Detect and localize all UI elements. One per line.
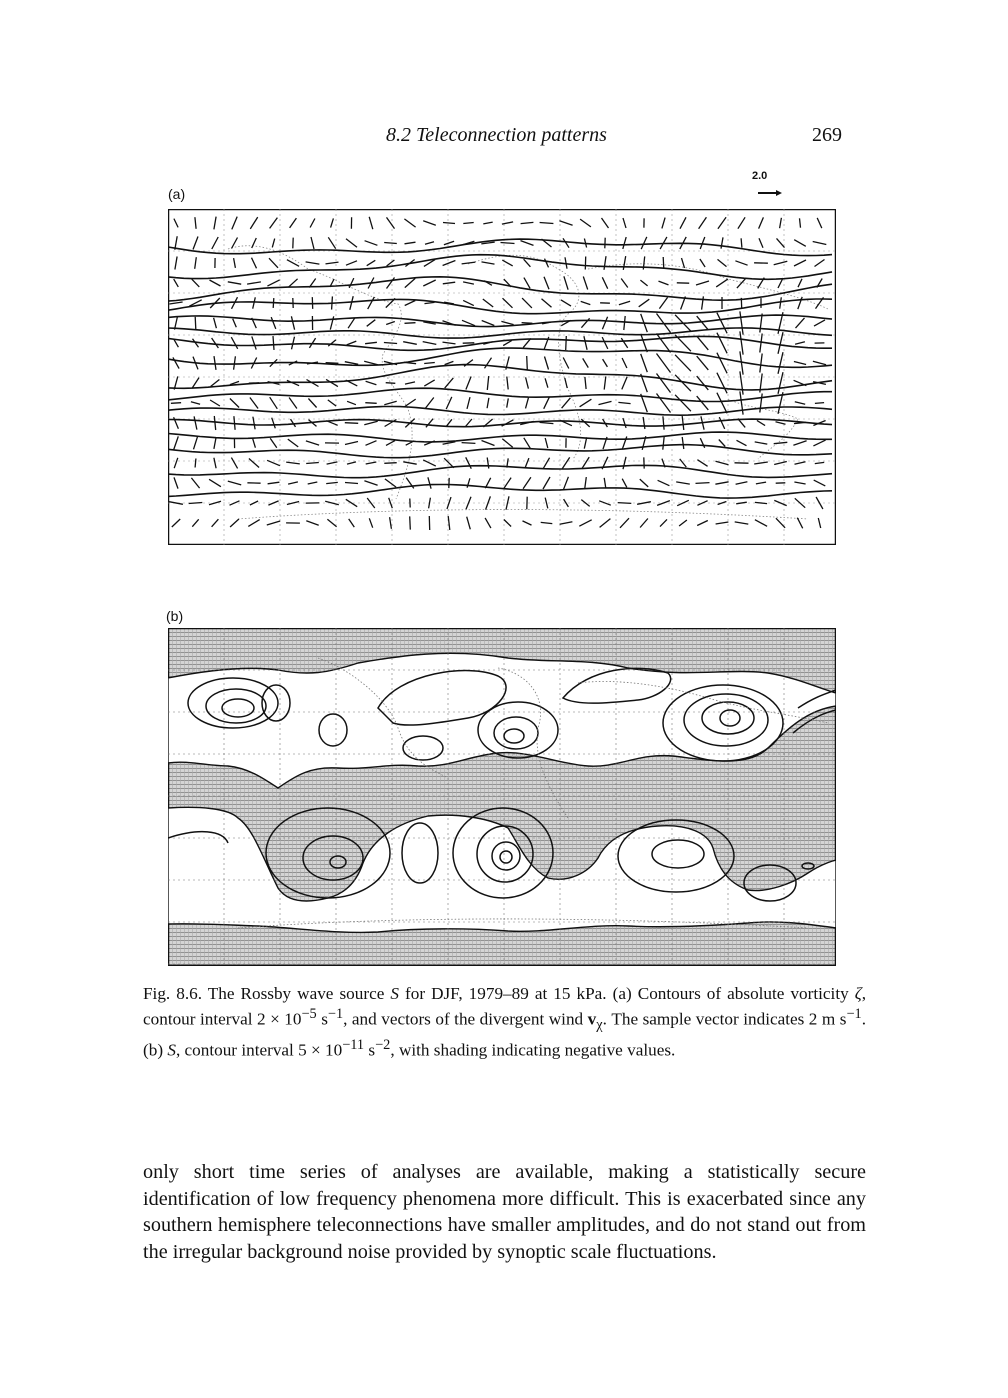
caption-text: , and vectors of the divergent wind [343,1009,588,1029]
exponent: −11 [342,1037,365,1054]
caption-text: s [364,1040,376,1060]
exponent: −2 [375,1037,391,1054]
page-number: 269 [812,124,842,146]
symbol-s: S [390,984,399,1003]
rossby-wave-source-map [168,628,836,966]
caption-text: , contour interval 5 × 10 [175,1040,343,1060]
running-head [0,124,1008,154]
sample-vector [752,170,792,200]
sample-arrow-icon [752,170,792,200]
symbol-v: v [587,1009,597,1029]
panel-b-label: (b) [166,608,184,624]
caption-text: The Rossby wave source [202,984,391,1003]
caption-text: . The sample vector indicates 2 m s [602,1009,847,1029]
caption-text: for DJF, 1979–89 at 15 kPa. (a) Contours of absolute vorticity [398,984,855,1003]
body-paragraph: only short time series of analyses are available, making a statistically secure identification of low frequency phenomena more difficult. This is exacerbated since any southern hemisphere teleconnections have smaller amplitudes, and do not stand out from the irregular background noise provided by synoptic scale fluctuations. [143,1161,866,1263]
caption-text: s [316,1009,328,1029]
symbol-zeta: ζ [854,984,862,1003]
exponent: −1 [846,1006,862,1022]
exponent: −1 [327,1006,344,1022]
caption-text: , with shading indicating negative values. [390,1040,676,1060]
figure-panel-b [168,628,836,966]
exponent: −5 [301,1006,317,1022]
panel-a-label: (a) [168,186,186,202]
figure-panel-a [168,209,836,545]
caption-text: . (b) [143,1009,866,1060]
caption-text: , contour interval 2 × 10 [143,984,866,1029]
symbol-s: S [167,1040,176,1060]
section-title: 8.2 Teleconnection patterns [386,124,607,146]
sample-vector-label: 2.0 [752,170,768,182]
figure-number: Fig. 8.6. [143,984,203,1003]
subscript-chi: χ [596,1017,603,1034]
vorticity-wind-map [168,209,836,545]
figure-caption [143,984,866,1061]
